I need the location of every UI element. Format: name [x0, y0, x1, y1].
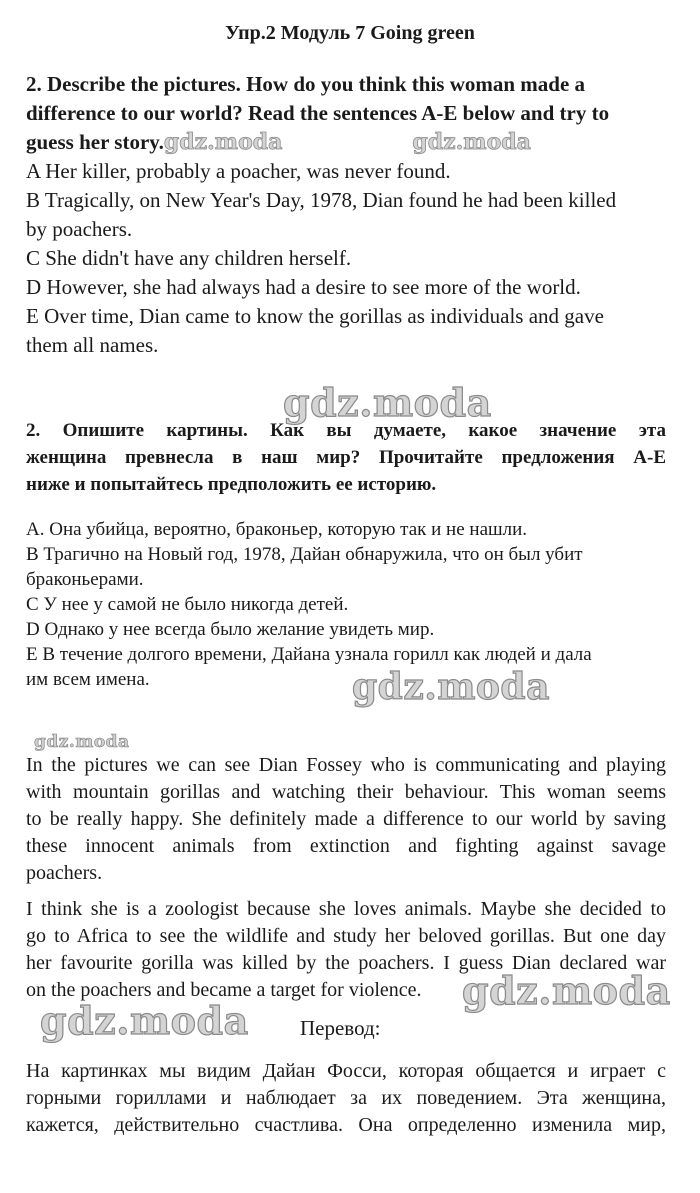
answer-line: go to Africa to see the wildlife and study her beloved gorillas. But one day: [26, 925, 666, 947]
task-ru: [26, 417, 666, 498]
translation-line: На картинках мы видим Дайан Фосси, которая общается и играет с: [26, 1060, 666, 1082]
translation-line: кажется, действительно счастлива. Она определенно изменила мир,: [26, 1114, 666, 1136]
sentence-c: C She didn't have any children herself.: [26, 246, 352, 270]
sentence-ru-e-cont: им всем имена.: [26, 669, 150, 690]
translation-label: Перевод:: [300, 1016, 381, 1040]
sentence-ru-c: С У нее у самой не было никогда детей.: [26, 594, 349, 615]
task-en-line: 2. Describe the pictures. How do you think this woman made a: [26, 72, 586, 96]
answer-line: poachers.: [26, 862, 103, 884]
answer-line: In the pictures we can see Dian Fossey who is communicating and playing: [26, 754, 666, 776]
sentence-ru-a: А. Она убийца, вероятно, браконьер, которую так и не нашли.: [26, 519, 528, 540]
sentence-e: E Over time, Dian came to know the gorillas as individuals and gave: [26, 304, 604, 328]
task-ru-line: женщина превнесла в наш мир? Прочитайте предложения A-E: [26, 447, 666, 468]
answer-line: to be really happy. She definitely made a difference to our world by saving: [26, 808, 666, 830]
watermark: gdz.moda: [412, 129, 531, 155]
sentence-b: B Tragically, on New Year's Day, 1978, Dian found he had been killed: [26, 188, 617, 212]
answer-line: with mountain gorillas and watching their behaviour. This woman seems: [26, 781, 666, 803]
sentence-ru-b-cont: браконьерами.: [26, 569, 144, 590]
page-title: Упр.2 Модуль 7 Going green: [225, 22, 475, 44]
answer-line: on the poachers and became a target for violence.: [26, 979, 422, 1001]
watermark: gdz.moda: [40, 998, 249, 1043]
translation-line: горными гориллами и наблюдает за их поведением. Эта женщина,: [26, 1087, 666, 1109]
sentence-ru-e: Е В течение долгого времени, Дайана узнала горилл как людей и дала: [26, 644, 592, 665]
answer-paragraph-1: [26, 752, 666, 887]
answer-line: I think she is a zoologist because she loves animals. Maybe she decided to: [26, 898, 666, 920]
task-ru-line: 2. Опишите картины. Как вы думаете, какое значение эта: [26, 420, 666, 441]
watermark: gdz.moda: [283, 380, 492, 425]
watermark: gdz.moda: [163, 129, 283, 155]
translation-text: [26, 1058, 666, 1139]
sentence-e-cont: them all names.: [26, 333, 159, 357]
task-en-line: difference to our world? Read the sentences A-E below and try to: [26, 101, 610, 125]
answer-line: her favourite gorilla was killed by the poachers. I guess Dian declared war: [26, 952, 666, 974]
watermark: gdz.moda: [352, 666, 550, 708]
task-ru-sentences: [26, 517, 666, 692]
sentence-a: A Her killer, probably a poacher, was never found.: [26, 159, 451, 183]
sentence-b-cont: by poachers.: [26, 217, 133, 241]
sentence-d: D However, she had always had a desire to see more of the world.: [26, 275, 581, 299]
task-en-line-with-watermark: [26, 128, 666, 157]
sentence-ru-b: В Трагично на Новый год, 1978, Дайан обнаружила, что он был убит: [26, 544, 583, 565]
task-en-line: guess her story.: [26, 130, 164, 154]
watermark: gdz.moda: [34, 732, 130, 752]
watermark: gdz.moda: [462, 968, 671, 1013]
answer-line: these innocent animals from extinction and fighting against savage: [26, 835, 666, 857]
task-ru-line: ниже и попытайтесь предположить ее историю.: [26, 474, 437, 495]
sentence-ru-d: D Однако у нее всегда было желание увидеть мир.: [26, 619, 435, 640]
task-en: [26, 70, 666, 360]
